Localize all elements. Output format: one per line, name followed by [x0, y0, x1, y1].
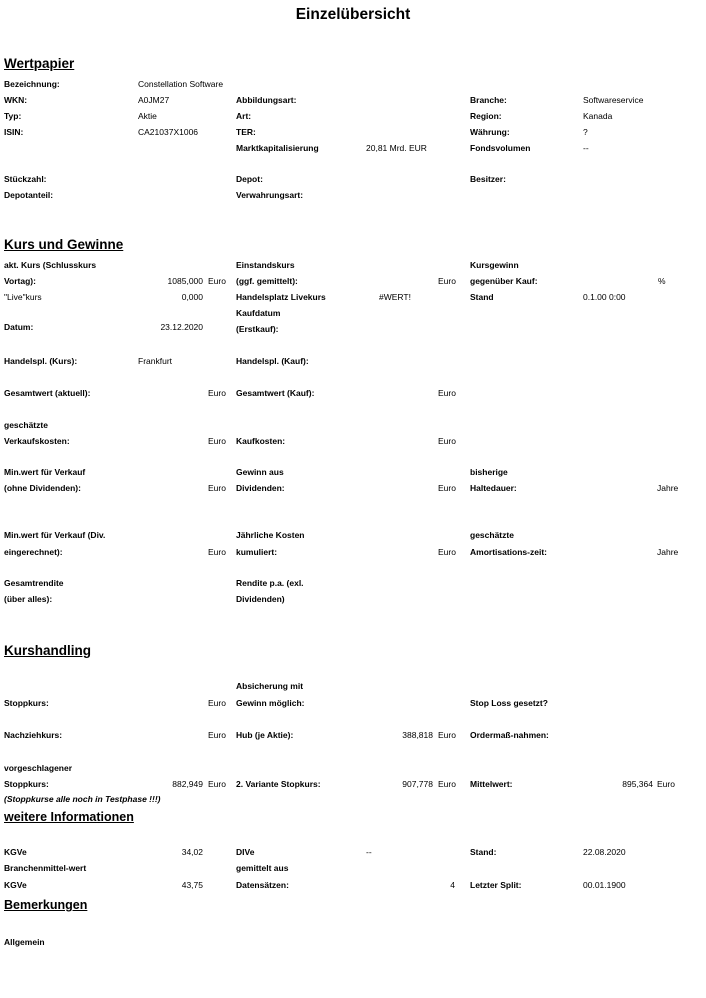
label-gewinn-dividenden-line1: Gewinn aus — [236, 467, 284, 477]
label-region: Region: — [470, 111, 502, 121]
label-vorgeschlagener-line2: Stoppkurs: — [4, 779, 49, 789]
unit-hub-je-aktie: Euro — [438, 730, 456, 740]
label-kursgewinn-line2: gegenüber Kauf: — [470, 276, 538, 286]
label-minwert-div-line2: eingerechnet): — [4, 547, 63, 557]
label-fondsvolumen: Fondsvolumen — [470, 143, 531, 153]
value-bezeichnung: Constellation Software — [138, 79, 224, 89]
label-ordermassnahmen: Ordermaß-nahmen: — [470, 730, 549, 740]
label-minwert-ohne-div-line1: Min.wert für Verkauf — [4, 467, 86, 477]
value-handelsplatz-livekurs: #WERT! — [379, 292, 411, 302]
label-handelspl-kauf: Handelspl. (Kauf): — [236, 356, 309, 366]
label-datum: Datum: — [4, 322, 34, 332]
label-gesamtrendite-line2: (über alles): — [4, 594, 53, 604]
label-minwert-div-line1: Min.wert für Verkauf (Div. — [4, 530, 106, 540]
label-bezeichnung: Bezeichnung: — [4, 79, 60, 89]
label-jaehrliche-kosten-line1: Jährliche Kosten — [236, 530, 305, 540]
unit-kaufkosten: Euro — [438, 436, 456, 446]
label-datensaetze-line1: gemittelt aus — [236, 863, 289, 873]
label-mittelwert: Mittelwert: — [470, 779, 513, 789]
value-hub-je-aktie: 388,818 — [402, 730, 433, 740]
label-akt-kurs-line2: Vortag): — [4, 276, 36, 286]
value-live-kurs: 0,000 — [181, 292, 203, 302]
label-branche: Branche: — [470, 95, 507, 105]
unit-nachziehkurs: Euro — [208, 730, 226, 740]
label-absicherung-line1: Absicherung mit — [236, 681, 304, 691]
value-datum: 23.12.2020 — [160, 322, 203, 332]
label-kaufkosten: Kaufkosten: — [236, 436, 286, 446]
label-kursgewinn-line1: Kursgewinn — [470, 260, 519, 270]
label-marktkapitalisierung: Marktkapitalisierung — [236, 143, 319, 153]
unit-amortisation: Jahre — [657, 547, 679, 557]
label-abbildungsart: Abbildungsart: — [236, 95, 297, 105]
label-rendite-pa-line1: Rendite p.a. (exl. — [236, 578, 304, 588]
label-allgemein: Allgemein — [4, 937, 45, 947]
unit-jaehrliche-kosten: Euro — [438, 547, 456, 557]
label-art: Art: — [236, 111, 252, 121]
unit-gewinn-dividenden: Euro — [438, 483, 456, 493]
label-kaufdatum-line2: (Erstkauf): — [236, 324, 279, 334]
label-verwahrungsart: Verwahrungsart: — [236, 190, 304, 200]
label-amortisation-line2: Amortisations-zeit: — [470, 547, 547, 557]
label-letzter-split: Letzter Split: — [470, 880, 522, 890]
note-testphase: (Stoppkurse alle noch in Testphase !!!) — [4, 794, 161, 804]
value-kgve: 34,02 — [181, 847, 203, 857]
label-typ: Typ: — [4, 111, 22, 121]
value-mittelwert: 895,364 — [622, 779, 653, 789]
label-ter: TER: — [236, 127, 256, 137]
label-kaufdatum-line1: Kaufdatum — [236, 308, 281, 318]
label-dive: DIVe — [236, 847, 255, 857]
value-handelspl-kurs: Frankfurt — [138, 356, 173, 366]
label-isin: ISIN: — [4, 127, 24, 137]
label-vorgeschlagener-line1: vorgeschlagener — [4, 763, 73, 773]
label-branchenmittel-line1: Branchenmittel-wert — [4, 863, 87, 873]
label-depot: Depot: — [236, 174, 263, 184]
unit-vorgeschlagener-stoppkurs: Euro — [208, 779, 226, 789]
label-haltedauer-line1: bisherige — [470, 467, 508, 477]
label-branchenmittel-line2: KGVe — [4, 880, 27, 890]
label-stand-kurs: Stand — [470, 292, 494, 302]
unit-minwert-ohne-div: Euro — [208, 483, 226, 493]
label-jaehrliche-kosten-line2: kumuliert: — [236, 547, 278, 557]
unit-gesamtwert-kauf: Euro — [438, 388, 456, 398]
label-depotanteil: Depotanteil: — [4, 190, 54, 200]
value-akt-kurs: 1085,000 — [167, 276, 203, 286]
unit-stoppkurs: Euro — [208, 698, 226, 708]
unit-mittelwert: Euro — [657, 779, 675, 789]
label-gesamtrendite-line1: Gesamtrendite — [4, 578, 64, 588]
value-marktkapitalisierung: 20,81 Mrd. EUR — [366, 143, 427, 153]
label-amortisation-line1: geschätzte — [470, 530, 514, 540]
value-fondsvolumen: -- — [583, 143, 589, 153]
unit-minwert-div: Euro — [208, 547, 226, 557]
value-variante2-stopkurs: 907,778 — [402, 779, 433, 789]
section-heading-kurshandling: Kurshandling — [4, 643, 91, 658]
label-rendite-pa-line2: Dividenden) — [236, 594, 285, 604]
label-kgve: KGVe — [4, 847, 27, 857]
label-haltedauer-line2: Haltedauer: — [470, 483, 517, 493]
value-letzter-split: 00.01.1900 — [583, 880, 626, 890]
value-dive: -- — [366, 847, 372, 857]
value-branchenmittel-kgve: 43,75 — [181, 880, 203, 890]
label-handelspl-kurs: Handelspl. (Kurs): — [4, 356, 78, 366]
label-akt-kurs-line1: akt. Kurs (Schlusskurs — [4, 260, 97, 270]
label-variante2-stopkurs: 2. Variante Stopkurs: — [236, 779, 321, 789]
label-gesamtwert-kauf: Gesamtwert (Kauf): — [236, 388, 315, 398]
label-stop-loss-gesetzt: Stop Loss gesetzt? — [470, 698, 548, 708]
label-stueckzahl: Stückzahl: — [4, 174, 47, 184]
unit-haltedauer: Jahre — [657, 483, 679, 493]
value-stand-info: 22.08.2020 — [583, 847, 626, 857]
section-heading-weitere-informationen: weitere Informationen — [4, 810, 134, 824]
label-einstandskurs-line1: Einstandskurs — [236, 260, 295, 270]
unit-einstandskurs: Euro — [438, 276, 456, 286]
label-hub-je-aktie: Hub (je Aktie): — [236, 730, 294, 740]
label-stand-info: Stand: — [470, 847, 497, 857]
value-isin: CA21037X1006 — [138, 127, 199, 137]
value-stand-kurs: 0.1.00 0:00 — [583, 292, 626, 302]
unit-akt-kurs: Euro — [208, 276, 226, 286]
unit-gesamtwert-aktuell: Euro — [208, 388, 226, 398]
section-heading-bemerkungen: Bemerkungen — [4, 898, 88, 912]
label-besitzer: Besitzer: — [470, 174, 506, 184]
section-heading-kurs-und-gewinne: Kurs und Gewinne — [4, 237, 124, 252]
label-gewinn-dividenden-line2: Dividenden: — [236, 483, 285, 493]
label-wkn: WKN: — [4, 95, 28, 105]
label-stoppkurs: Stoppkurs: — [4, 698, 49, 708]
value-datensaetze: 4 — [450, 880, 455, 890]
section-heading-wertpapier: Wertpapier — [4, 56, 75, 71]
label-nachziehkurs: Nachziehkurs: — [4, 730, 63, 740]
label-absicherung-line2: Gewinn möglich: — [236, 698, 305, 708]
unit-kursgewinn: % — [658, 276, 666, 286]
value-typ: Aktie — [138, 111, 157, 121]
label-verkaufskosten-line2: Verkaufskosten: — [4, 436, 70, 446]
value-region: Kanada — [583, 111, 613, 121]
value-waehrung: ? — [583, 127, 588, 137]
value-vorgeschlagener-stoppkurs: 882,949 — [172, 779, 203, 789]
label-verkaufskosten-line1: geschätzte — [4, 420, 48, 430]
value-wkn: A0JM27 — [138, 95, 170, 105]
unit-variante2-stopkurs: Euro — [438, 779, 456, 789]
page-title: Einzelübersicht — [295, 6, 411, 23]
label-gesamtwert-aktuell: Gesamtwert (aktuell): — [4, 388, 91, 398]
value-branche: Softwareservice — [583, 95, 644, 105]
label-handelsplatz-livekurs: Handelsplatz Livekurs — [236, 292, 326, 302]
label-datensaetze-line2: Datensätzen: — [236, 880, 289, 890]
label-einstandskurs-line2: (ggf. gemittelt): — [236, 276, 298, 286]
unit-verkaufskosten: Euro — [208, 436, 226, 446]
label-minwert-ohne-div-line2: (ohne Dividenden): — [4, 483, 81, 493]
label-live-kurs: "Live"kurs — [4, 292, 42, 302]
label-waehrung: Währung: — [470, 127, 510, 137]
